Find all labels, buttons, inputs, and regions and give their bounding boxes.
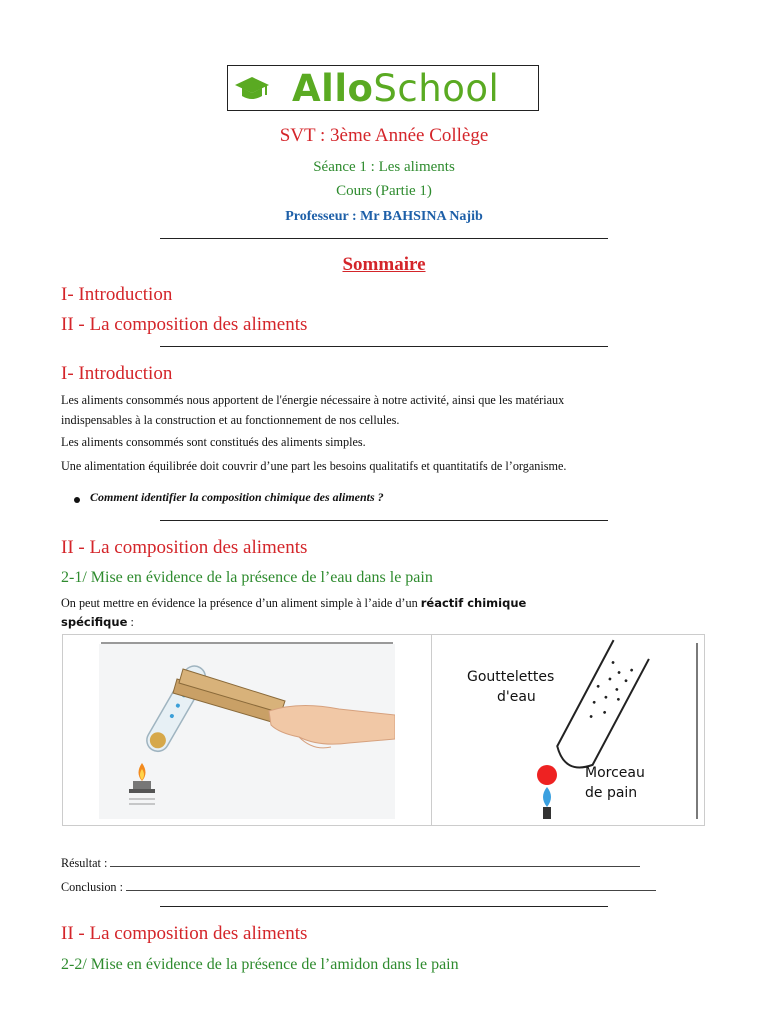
- divider: [160, 906, 608, 907]
- result-line: Résultat :: [61, 853, 711, 873]
- label-bread-2: de pain: [585, 785, 638, 801]
- section-2-text-line-1: On peut mettre en évidence la présence d’un aliment simple à l’aide d’un réactif chimique: [61, 596, 527, 610]
- experiment-diagram: [439, 639, 699, 821]
- intro-heading: I- Introduction: [61, 363, 173, 384]
- teacher-name: Professeur : Mr BAHSINA Najib: [285, 209, 483, 224]
- experiment-photo: [99, 639, 395, 819]
- divider: [160, 238, 608, 239]
- section-3-heading: II - La composition des aliments: [61, 923, 308, 944]
- intro-paragraph-1-line-1: Les aliments consommés nous apportent de l'énergie nécessaire à notre activité, ainsi que les matériaux: [61, 393, 565, 407]
- bullet-icon: [74, 497, 80, 503]
- summary-item-introduction[interactable]: I- Introduction: [61, 284, 173, 305]
- graduation-cap-icon: [234, 75, 270, 103]
- page-title: SVT : 3ème Année Collège: [279, 125, 489, 146]
- result-answer-line[interactable]: [110, 865, 640, 867]
- part-title: Cours (Partie 1): [336, 183, 432, 199]
- label-water: Gouttelettes: [467, 669, 555, 685]
- section-2-text-line-2: spécifique :: [61, 615, 134, 629]
- label-bread: Morceau: [585, 765, 645, 781]
- logo: [227, 65, 539, 111]
- subsection-2-1-heading: 2-1/ Mise en évidence de la présence de l’eau dans le pain: [61, 569, 433, 586]
- label-water-2: d'eau: [497, 689, 536, 705]
- conclusion-line: Conclusion :: [61, 877, 711, 897]
- intro-paragraph-1-line-2: indispensables à la construction et au fonctionnement de nos cellules.: [61, 413, 400, 427]
- summary-heading: Sommaire: [342, 254, 426, 275]
- intro-paragraph-2: Les aliments consommés sont constitués des aliments simples.: [61, 435, 366, 449]
- intro-paragraph-3: Une alimentation équilibrée doit couvrir d’une part les besoins qualitatifs et quantitatifs de l’organisme.: [61, 459, 567, 473]
- figure-table: [62, 634, 705, 826]
- conclusion-answer-line[interactable]: [126, 889, 656, 891]
- section-2-heading: II - La composition des aliments: [61, 537, 308, 558]
- summary-item-composition[interactable]: II - La composition des aliments: [61, 314, 308, 335]
- divider: [160, 346, 608, 347]
- logo-text: AlloSchool: [292, 67, 500, 110]
- divider: [160, 520, 608, 521]
- session-title: Séance 1 : Les aliments: [313, 159, 455, 175]
- subsection-2-2-heading: 2-2/ Mise en évidence de la présence de l’amidon dans le pain: [61, 956, 459, 973]
- intro-question: Comment identifier la composition chimique des aliments ?: [90, 490, 384, 504]
